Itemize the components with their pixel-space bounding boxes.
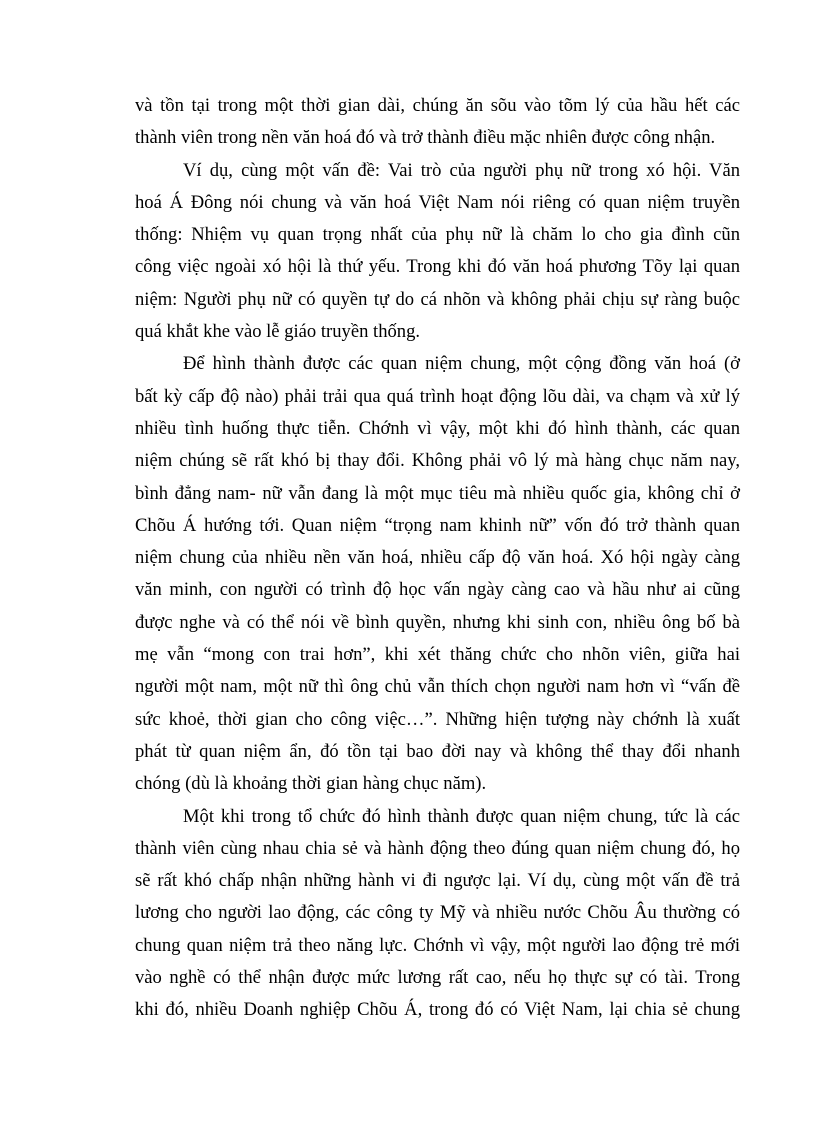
paragraph-first-line: Ví dụ, cùng một vấn đề: Vai trò của người phụ nữ trong xó hội. Văn (183, 159, 740, 181)
text-line: công việc ngoài xó hội là thứ yếu. Trong khi đó văn hoá phương Tõy lại quan (135, 256, 740, 278)
text-line: thành viên cùng nhau chia sẻ và hành động theo đúng quan niệm chung đó, họ (135, 837, 740, 859)
text-line: phát từ quan niệm ẩn, đó tồn tại bao đời nay và không thể thay đổi nhanh (135, 740, 740, 762)
text-line: sẽ rất khó chấp nhận những hành vi đi ngược lại. Ví dụ, cùng một vấn đề trả (135, 870, 740, 892)
text-line: chung quan niệm trả theo năng lực. Chớnh vì vậy, một người lao động trẻ mới (135, 934, 740, 956)
paragraph-first-line: Để hình thành được các quan niệm chung, một cộng đồng văn hoá (ở (183, 353, 740, 375)
document-page (135, 90, 740, 1027)
text-line: niệm: Người phụ nữ có quyền tự do cá nhõn và không phải chịu sự ràng buộc (135, 288, 740, 310)
paragraph-first-line: Một khi trong tổ chức đó hình thành được quan niệm chung, tức là các (183, 805, 740, 827)
text-line: khi đó, nhiều Doanh nghiệp Chõu Á, trong đó có Việt Nam, lại chia sẻ chung (135, 999, 740, 1021)
text-line: sức khoẻ, thời gian cho công việc…”. Những hiện tượng này chớnh là xuất (135, 708, 740, 730)
text-line: người một nam, một nữ thì ông chủ vẫn thích chọn người nam hơn vì “vấn đề (135, 676, 740, 698)
text-line: bình đẳng nam- nữ vẫn đang là một mục tiêu mà nhiều quốc gia, không chỉ ở (135, 482, 740, 504)
text-line: niệm chung của nhiều nền văn hoá, nhiều cấp độ văn hoá. Xó hội ngày càng (135, 547, 740, 569)
text-line: niệm chúng sẽ rất khó bị thay đổi. Không phải vô lý mà hàng chục năm nay, (135, 450, 740, 472)
text-line: quá khắt khe vào lễ giáo truyền thống. (135, 321, 421, 343)
text-line: vào nghề có thể nhận được mức lương rất cao, nếu họ thực sự có tài. Trong (135, 967, 740, 989)
text-line: nhiều tình huống thực tiễn. Chớnh vì vậy, một khi đó hình thành, các quan (135, 417, 740, 439)
text-line: lương cho người lao động, các công ty Mỹ và nhiều nước Chõu Âu thường có (135, 902, 740, 924)
text-line: được nghe và có thể nói về bình quyền, nhưng khi sinh con, nhiều ông bố bà (135, 611, 740, 633)
text-line: văn minh, con người có trình độ học vấn ngày càng cao và hầu như ai cũng (135, 579, 740, 601)
text-line: Chõu Á hướng tới. Quan niệm “trọng nam khinh nữ” vốn đó trở thành quan (135, 514, 740, 536)
text-line: chóng (dù là khoảng thời gian hàng chục năm). (135, 773, 487, 795)
text-line: thành viên trong nền văn hoá đó và trở thành điều mặc nhiên được công nhận. (135, 127, 716, 149)
text-line: mẹ vẫn “mong con trai hơn”, khi xét thăng chức cho nhõn viên, giữa hai (135, 644, 740, 666)
text-line: thống: Nhiệm vụ quan trọng nhất của phụ nữ là chăm lo cho gia đình cũn (135, 224, 740, 246)
text-line: và tồn tại trong một thời gian dài, chúng ăn sõu vào tõm lý của hầu hết các (135, 95, 740, 116)
text-line: bất kỳ cấp độ nào) phải trải qua quá trình hoạt động lõu dài, va chạm và xử lý (135, 385, 740, 407)
text-line: hoá Á Đông nói chung và văn hoá Việt Nam nói riêng có quan niệm truyền (135, 191, 740, 213)
